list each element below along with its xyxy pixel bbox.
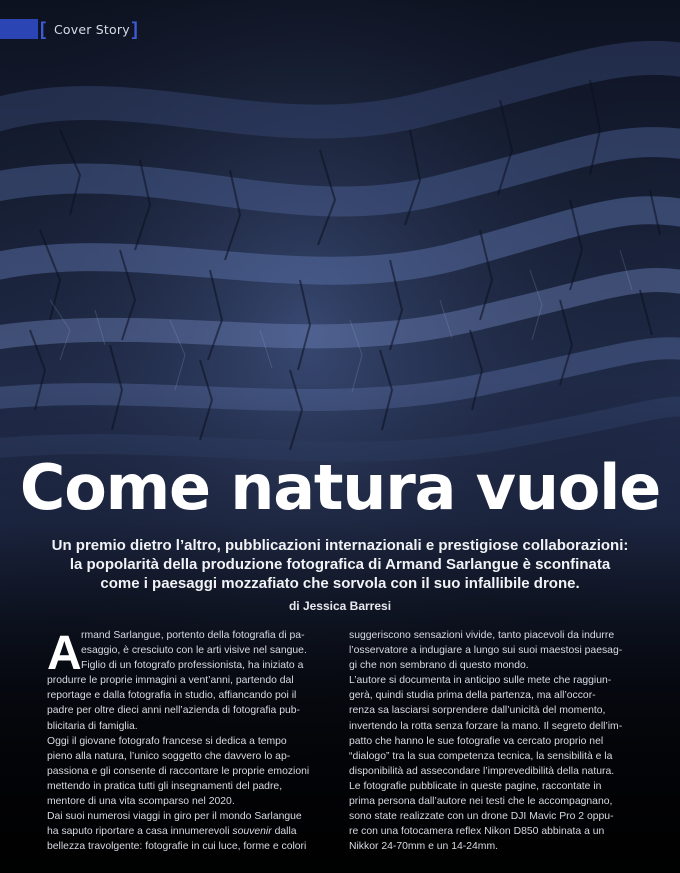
body-line [47,824,330,839]
article-column-left [47,628,330,854]
body-line: Nikkor 24-70mm e un 14-24mm. [349,841,498,853]
standfirst-line: come i paesaggi mozzafiato che sorvola con il suo infallibile drone. [100,575,580,592]
headline: Come natura vuole [19,451,661,524]
souvenir-italic: souvenir [232,826,272,838]
body-line: Figlio di un fotografo professionista, ha iniziato a [81,660,304,672]
body-line: blicitaria di famiglia. [47,720,138,732]
body-line: mentore di una vita scomparso nel 2020. [47,796,235,808]
body-text: dalla [271,826,297,838]
body-line: pieno alla natura, l’unico soggetto che davvero lo ap- [47,750,291,762]
standfirst-line: la popolarità della produzione fotografica di Armand Sarlangue è sconfinata [69,556,611,573]
body-line: suggeriscono sensazioni vivide, tanto piacevoli da indurre [349,630,615,641]
body-line: Le fotografie pubblicate in queste pagine, raccontate in [349,780,602,792]
body-line: invertendo la rotta senza forzare la mano. Il segreto dell’im- [349,720,623,732]
body-line: l’osservatore a indugiare a lungo sui suoi maestosi paesag- [349,645,623,657]
body-line: padre per oltre dieci anni nell’azienda di fotografia pub- [47,705,301,717]
body-line: reportage e dalla fotografia in studio, affiancando poi il [47,690,297,702]
body-line: prima persona dall’autore nei testi che le accompagnano, [349,796,613,808]
body-line: renza sa lasciarsi sorprendere dall’unicità del momento, [349,705,606,717]
section-tag-bar [0,19,38,39]
body-line: Dai suoi numerosi viaggi in giro per il mondo Sarlangue [47,811,302,823]
byline: di Jessica Barresi [288,599,392,613]
body-line: rmand Sarlangue, portento della fotografia di pa- [81,630,305,641]
drop-cap: A [47,627,82,680]
body-line: disponibilità ad assecondare l’imprevedibilità della natura. [349,765,615,777]
body-line: re con una fotocamera reflex Nikon D850 abbinata a un [349,826,605,838]
body-line: esaggio, è cresciuto con le arti visive nel sangue. [81,645,307,657]
body-line: sono state realizzate con un drone DJI Mavic Pro 2 oppu- [349,811,614,823]
body-line: bellezza travolgente: fotografie in cui luce, forme e colori [47,841,307,853]
body-text: ha saputo riportare a casa innumerevoli [47,826,233,838]
standfirst [30,536,650,593]
section-label: Cover Story [54,21,130,37]
body-line: L’autore si documenta in anticipo sulle mete che raggiun- [349,675,612,687]
section-tag [0,18,140,40]
body-line: patto che hanno le sue fotografie va cercato proprio nel [349,735,604,747]
body-line: produrre le proprie immagini a vent’anni, partendo dal [47,675,294,687]
standfirst-line: Un premio dietro l’altro, pubblicazioni internazionali e prestigiose collaborazioni: [51,537,629,554]
body-line: “dialogo” tra la sua competenza tecnica, la sensibilità e la [349,750,613,762]
body-line: gerà, quindi studia prima della partenza, ma all’occor- [349,690,596,702]
body-line: gi che non sembrano di questo mondo. [349,660,529,672]
body-line: passiona e gli consente di raccontare le proprie emozioni [47,765,310,777]
bracket-close: ] [131,18,138,39]
article-column-right [349,628,641,854]
bracket-open: [ [40,18,46,39]
body-line: mettendo in pratica tutti gli insegnamenti del padre, [47,780,283,792]
body-line: Oggi il giovane fotografo francese si dedica a tempo [47,735,287,747]
